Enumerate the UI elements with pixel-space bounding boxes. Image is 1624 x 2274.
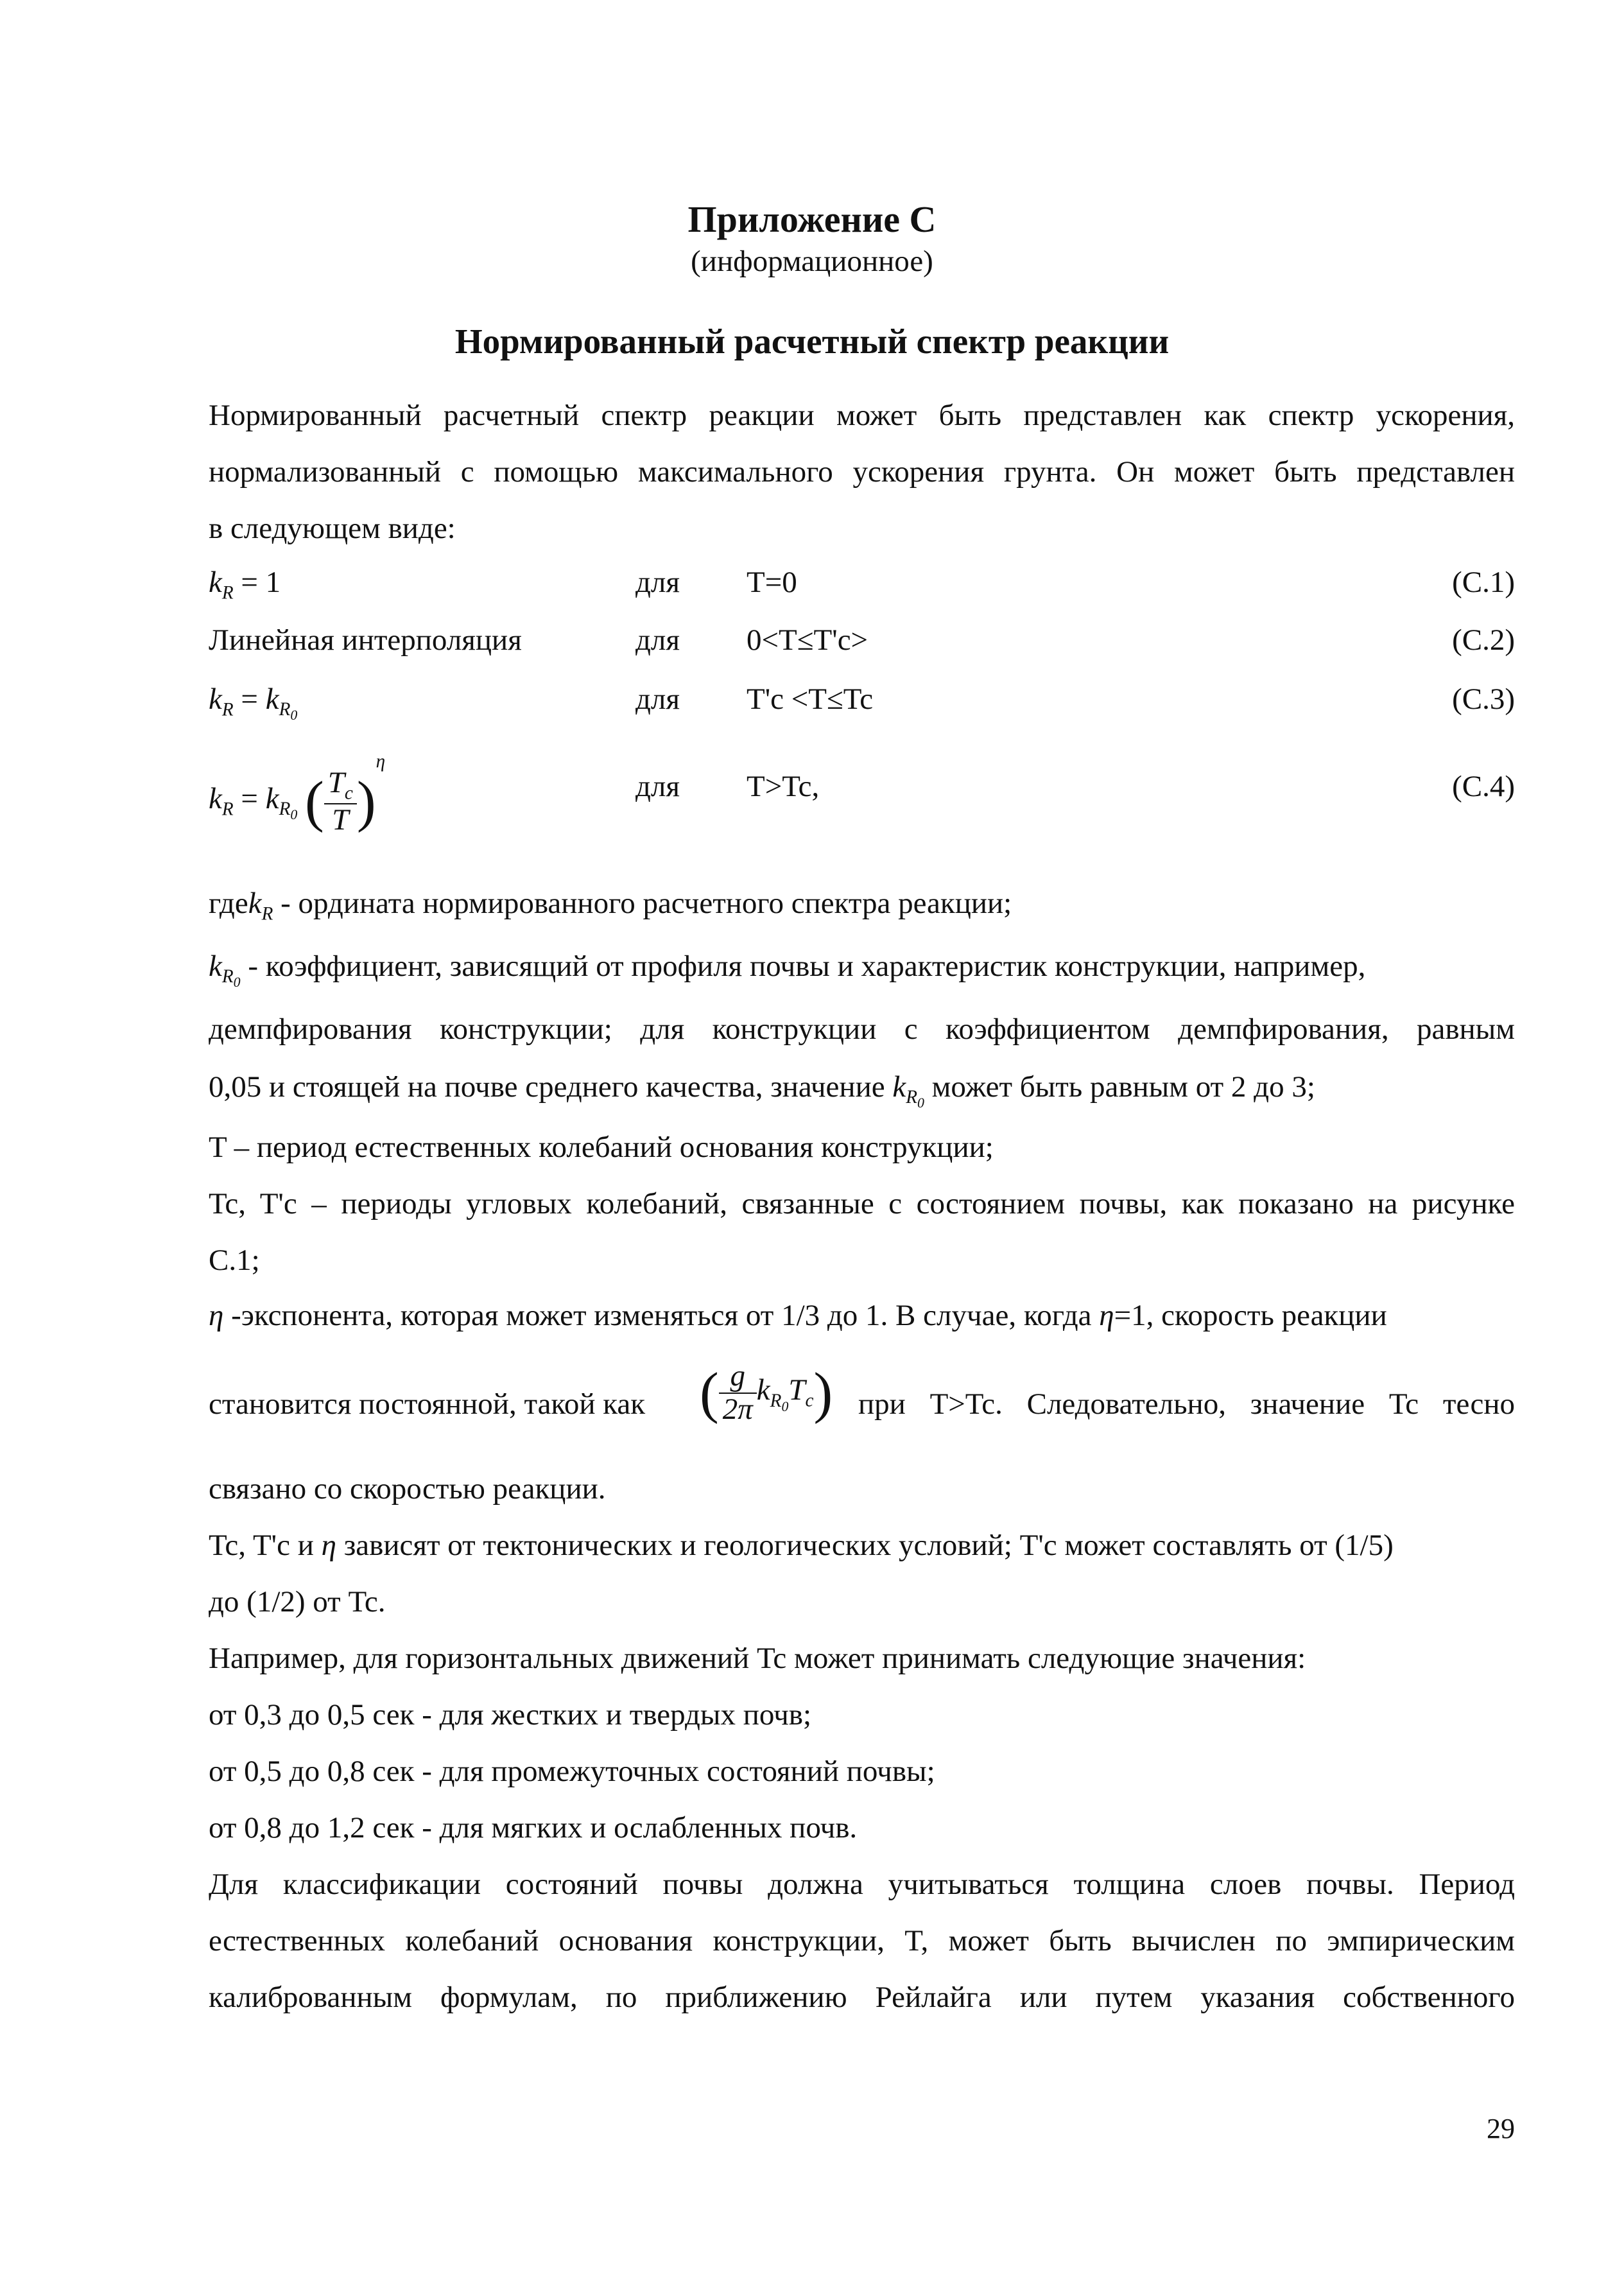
range-line-2: от 0,5 до 0,8 сек - для промежуточных состояний почвы; <box>209 1755 935 1788</box>
t-definition: T – период естественных колебаний основания конструкции; <box>209 1131 994 1164</box>
intro-line-2: нормализованный с помощью максимального ускорения грунта. Он может быть представлен <box>209 455 1515 489</box>
formula-row-c3 <box>209 682 1515 733</box>
formula-c4-expression: $k_R = k_{R_0}$ ( $\frac{T_c}{T}$ )$^\eta$ <box>209 751 386 837</box>
kr-definition: гдеk$_R$ - ордината нормированного расчетного спектра реакции; <box>209 887 1012 924</box>
formula-c2-condition: 0<T≤T'c> <box>747 623 868 657</box>
formula-c3-number: (С.3) <box>1452 682 1515 716</box>
velocity-formula: ( $\frac{g}{2\pi}$ $k_{R_0}T_c$) <box>700 1359 833 1426</box>
kr0-definition-line-1: $k_{R_0}$ - коэффициент, зависящий от профиля почвы и характеристик конструкции, например, <box>209 950 1366 991</box>
formula-c4-number: (С.4) <box>1452 770 1515 803</box>
formula-row-c1 <box>209 565 1515 616</box>
formula-c4-condition: T>Tc, <box>747 770 820 803</box>
formula-c3-expression: $k_R = k_{R_0}$ <box>209 682 298 724</box>
final-line-1: Для классификации состояний почвы должна учитываться толщина слоев почвы. Период <box>209 1868 1515 1901</box>
formula-row-c4 <box>209 751 1515 854</box>
dependency-line-2: до (1/2) от Tc. <box>209 1585 386 1619</box>
final-line-2: естественных колебаний основания конструкции, T, может быть вычислен по эмпирическим <box>209 1924 1515 1957</box>
formula-c2-for: для <box>635 623 680 657</box>
tc-definition-line-2: С.1; <box>209 1244 260 1277</box>
page-number: 29 <box>1487 2113 1515 2144</box>
formula-c3-for: для <box>635 682 680 716</box>
formula-c1-condition: T=0 <box>747 566 797 599</box>
kr0-definition-line-3: 0,05 и стоящей на почве среднего качества, значение $k_{R_0}$ может быть равным от 2 до 3; <box>209 1070 1315 1111</box>
final-line-3: калиброванным формулам, по приближению Рейлайга или путем указания собственного <box>209 1981 1515 2014</box>
formula-c4-for: для <box>635 770 680 803</box>
eta-definition-line-3: связано со скоростью реакции. <box>209 1472 606 1506</box>
formula-c1-for: для <box>635 566 680 599</box>
formula-c1-expression: $k_R = 1$ <box>209 566 281 603</box>
intro-line-1: Нормированный расчетный спектр реакции может быть представлен как спектр ускорения, <box>209 399 1515 432</box>
intro-line-3: в следующем виде: <box>209 512 456 545</box>
formula-c2-number: (С.2) <box>1452 623 1515 657</box>
range-line-1: от 0,3 до 0,5 сек - для жестких и твердых почв; <box>209 1698 812 1732</box>
kr0-definition-line-2: демпфирования конструкции; для конструкции с коэффициентом демпфирования, равным <box>209 1012 1515 1046</box>
formula-c2-expression: Линейная интерполяция <box>209 623 522 657</box>
formula-c3-condition: T'c <T≤Tc <box>747 682 874 716</box>
eta-definition-line-2: становится постоянной, такой как ( $\frac{g}{2\pi}$ $k_{R_0}T_c$) при T>Tc. Следовательно, значение Tc тесно <box>209 1359 1515 1426</box>
formula-c1-number: (С.1) <box>1452 566 1515 599</box>
tc-definition-line-1: Tc, T'c – периоды угловых колебаний, связанные с состоянием почвы, как показано на рисунке <box>209 1187 1515 1220</box>
range-line-3: от 0,8 до 1,2 сек - для мягких и ослабленных почв. <box>209 1811 858 1844</box>
eta-definition-line-1: η -экспонента, которая может изменяться от 1/3 до 1. В случае, когда η=1, скорость реакции <box>209 1299 1387 1332</box>
section-title: Нормированный расчетный спектр реакции <box>454 322 1170 361</box>
formula-row-c2 <box>209 623 1515 674</box>
dependency-line-1: Tc, T'c и η зависят от тектонических и геологических условий; T'c может составлять от (1/5) <box>209 1529 1394 1562</box>
appendix-title: Приложение С <box>687 198 937 240</box>
example-line: Например, для горизонтальных движений Tc может принимать следующие значения: <box>209 1642 1306 1675</box>
appendix-subtitle: (информационное) <box>691 245 933 278</box>
